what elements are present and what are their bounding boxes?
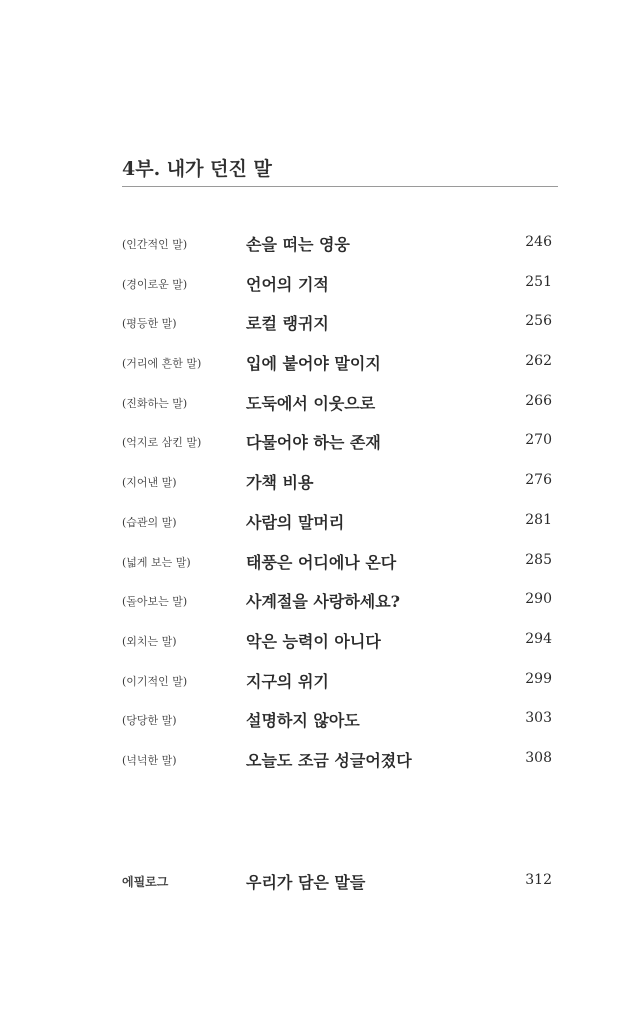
toc-title: 입에 붙어야 말이지 — [246, 354, 381, 374]
toc-title: 언어의 기적 — [246, 274, 329, 294]
toc-category: (넓게 보는 말) — [122, 555, 191, 569]
toc-page-number: 270 — [525, 432, 552, 449]
toc-category: (외치는 말) — [122, 634, 177, 648]
toc-category: (거리에 흔한 말) — [122, 357, 202, 371]
toc-entry[interactable] — [122, 706, 552, 746]
toc-category: (인간적인 말) — [122, 238, 188, 251]
toc-entry[interactable] — [122, 508, 552, 548]
toc-category: (넉넉한 말) — [122, 753, 177, 767]
toc-category: (진화하는 말) — [122, 396, 188, 410]
toc-category: (억지로 삼킨 말) — [122, 436, 202, 450]
toc-entry[interactable] — [122, 587, 552, 627]
toc-page-number: 303 — [525, 710, 552, 727]
toc-page-number: 299 — [525, 670, 552, 687]
toc-entry[interactable] — [122, 389, 552, 429]
toc-title: 태풍은 어디에나 온다 — [246, 552, 397, 572]
toc-page-number: 246 — [525, 234, 552, 250]
toc-entry[interactable] — [122, 746, 552, 786]
toc-category: 에필로그 — [122, 875, 169, 889]
toc-page-number: 256 — [525, 313, 552, 330]
toc-entry[interactable] — [122, 468, 552, 508]
toc-title: 다물어야 하는 존재 — [246, 433, 381, 453]
toc-title: 오늘도 조금 성글어졌다 — [246, 750, 412, 770]
toc-entry[interactable] — [122, 309, 552, 349]
toc-title: 로컬 랭귀지 — [246, 314, 329, 334]
section-title: 4부. 내가 던진 말 — [122, 158, 272, 180]
toc-page-number: 276 — [525, 472, 552, 489]
toc-title: 지구의 위기 — [246, 671, 329, 691]
toc-entry[interactable] — [122, 627, 552, 667]
toc-title: 가책 비용 — [246, 473, 314, 493]
toc-title: 설명하지 않아도 — [246, 711, 360, 731]
toc-page-number: 262 — [525, 353, 552, 370]
toc-page-number: 251 — [525, 273, 552, 290]
toc-page-number: 294 — [525, 630, 552, 647]
toc-title: 우리가 담은 말들 — [246, 873, 366, 892]
toc-entry[interactable] — [122, 270, 552, 310]
toc-entry[interactable] — [122, 230, 552, 270]
toc-list — [122, 230, 552, 786]
toc-title: 도둑에서 이웃으로 — [246, 393, 376, 413]
toc-category: (습관의 말) — [122, 515, 177, 529]
toc-title: 사람의 말머리 — [246, 512, 345, 532]
toc-title: 사계절을 사랑하세요? — [246, 592, 401, 612]
toc-entry[interactable] — [122, 428, 552, 468]
toc-page-number: 281 — [525, 511, 552, 528]
toc-category: (지어낸 말) — [122, 476, 177, 490]
toc-page-number: 290 — [525, 591, 552, 608]
toc-entry-epilogue[interactable] — [122, 868, 552, 898]
toc-category: (당당한 말) — [122, 714, 177, 728]
toc-title: 악은 능력이 아니다 — [246, 631, 381, 651]
toc-category: (돌아보는 말) — [122, 595, 188, 609]
toc-entry[interactable] — [122, 349, 552, 389]
toc-category: (이기적인 말) — [122, 674, 188, 688]
toc-category: (경이로운 말) — [122, 277, 188, 291]
toc-category: (평등한 말) — [122, 317, 177, 331]
toc-entry[interactable] — [122, 667, 552, 707]
toc-entry[interactable] — [122, 548, 552, 588]
toc-page-number: 312 — [525, 872, 552, 888]
toc-title: 손을 떠는 영웅 — [246, 235, 350, 254]
toc-page-number: 266 — [525, 392, 552, 409]
toc-page-number: 285 — [525, 551, 552, 568]
section-header — [122, 150, 558, 187]
toc-page-number: 308 — [525, 749, 552, 766]
